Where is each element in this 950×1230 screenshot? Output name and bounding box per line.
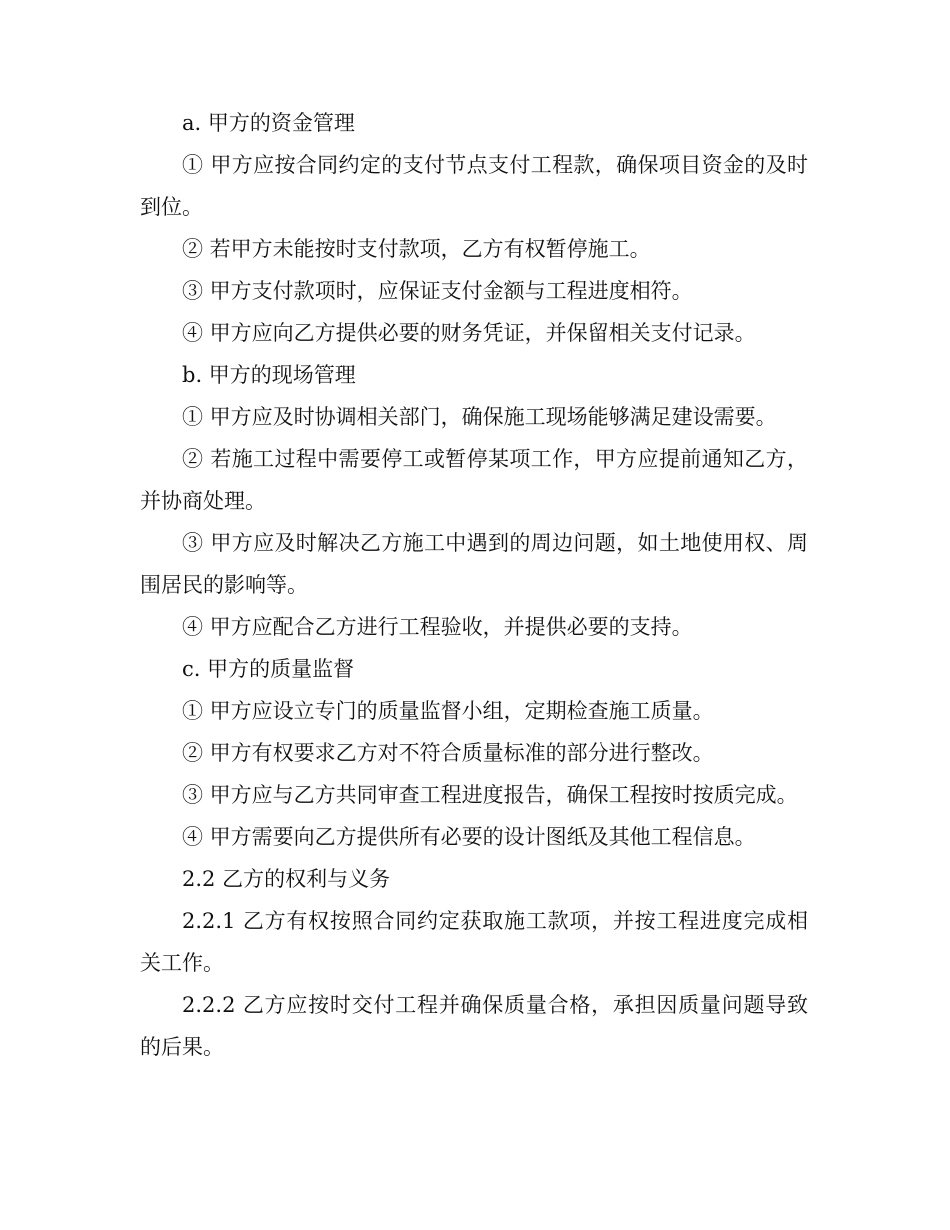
section-heading-a: a. 甲方的资金管理 bbox=[182, 111, 355, 135]
paragraph-b-2: ② 若施工过程中需要停工或暂停某项工作，甲方应提前通知乙方，并协商处理。 bbox=[140, 447, 808, 513]
paragraph-b-3: ③ 甲方应及时解决乙方施工中遇到的周边问题，如土地使用权、周围居民的影响等。 bbox=[140, 531, 808, 597]
paragraph-a-1: ① 甲方应按合同约定的支付节点支付工程款，确保项目资金的及时到位。 bbox=[140, 153, 808, 219]
section-heading-c: c. 甲方的质量监督 bbox=[182, 657, 355, 681]
paragraph-b-4: ④ 甲方应配合乙方进行工程验收，并提供必要的支持。 bbox=[182, 615, 693, 639]
paragraph-c-3: ③ 甲方应与乙方共同审查工程进度报告，确保工程按时按质完成。 bbox=[182, 783, 798, 807]
section-heading-b: b. 甲方的现场管理 bbox=[182, 363, 356, 387]
paragraph-2-2-2: 2.2.2 乙方应按时交付工程并确保质量合格，承担因质量问题导致的后果。 bbox=[140, 993, 808, 1059]
paragraph-a-3: ③ 甲方支付款项时，应保证支付金额与工程进度相符。 bbox=[182, 279, 693, 303]
paragraph-c-2: ② 甲方有权要求乙方对不符合质量标准的部分进行整改。 bbox=[182, 741, 714, 765]
paragraph-2-2-1: 2.2.1 乙方有权按照合同约定获取施工款项，并按工程进度完成相关工作。 bbox=[140, 909, 808, 975]
paragraph-c-1: ① 甲方应设立专门的质量监督小组，定期检查施工质量。 bbox=[182, 699, 714, 723]
document-body bbox=[140, 102, 808, 1068]
section-heading-2-2: 2.2 乙方的权利与义务 bbox=[182, 867, 391, 891]
paragraph-b-1: ① 甲方应及时协调相关部门，确保施工现场能够满足建设需要。 bbox=[182, 405, 777, 429]
paragraph-a-4: ④ 甲方应向乙方提供必要的财务凭证，并保留相关支付记录。 bbox=[182, 321, 756, 345]
paragraph-c-4: ④ 甲方需要向乙方提供所有必要的设计图纸及其他工程信息。 bbox=[182, 825, 756, 849]
paragraph-a-2: ② 若甲方未能按时支付款项，乙方有权暂停施工。 bbox=[182, 237, 651, 261]
